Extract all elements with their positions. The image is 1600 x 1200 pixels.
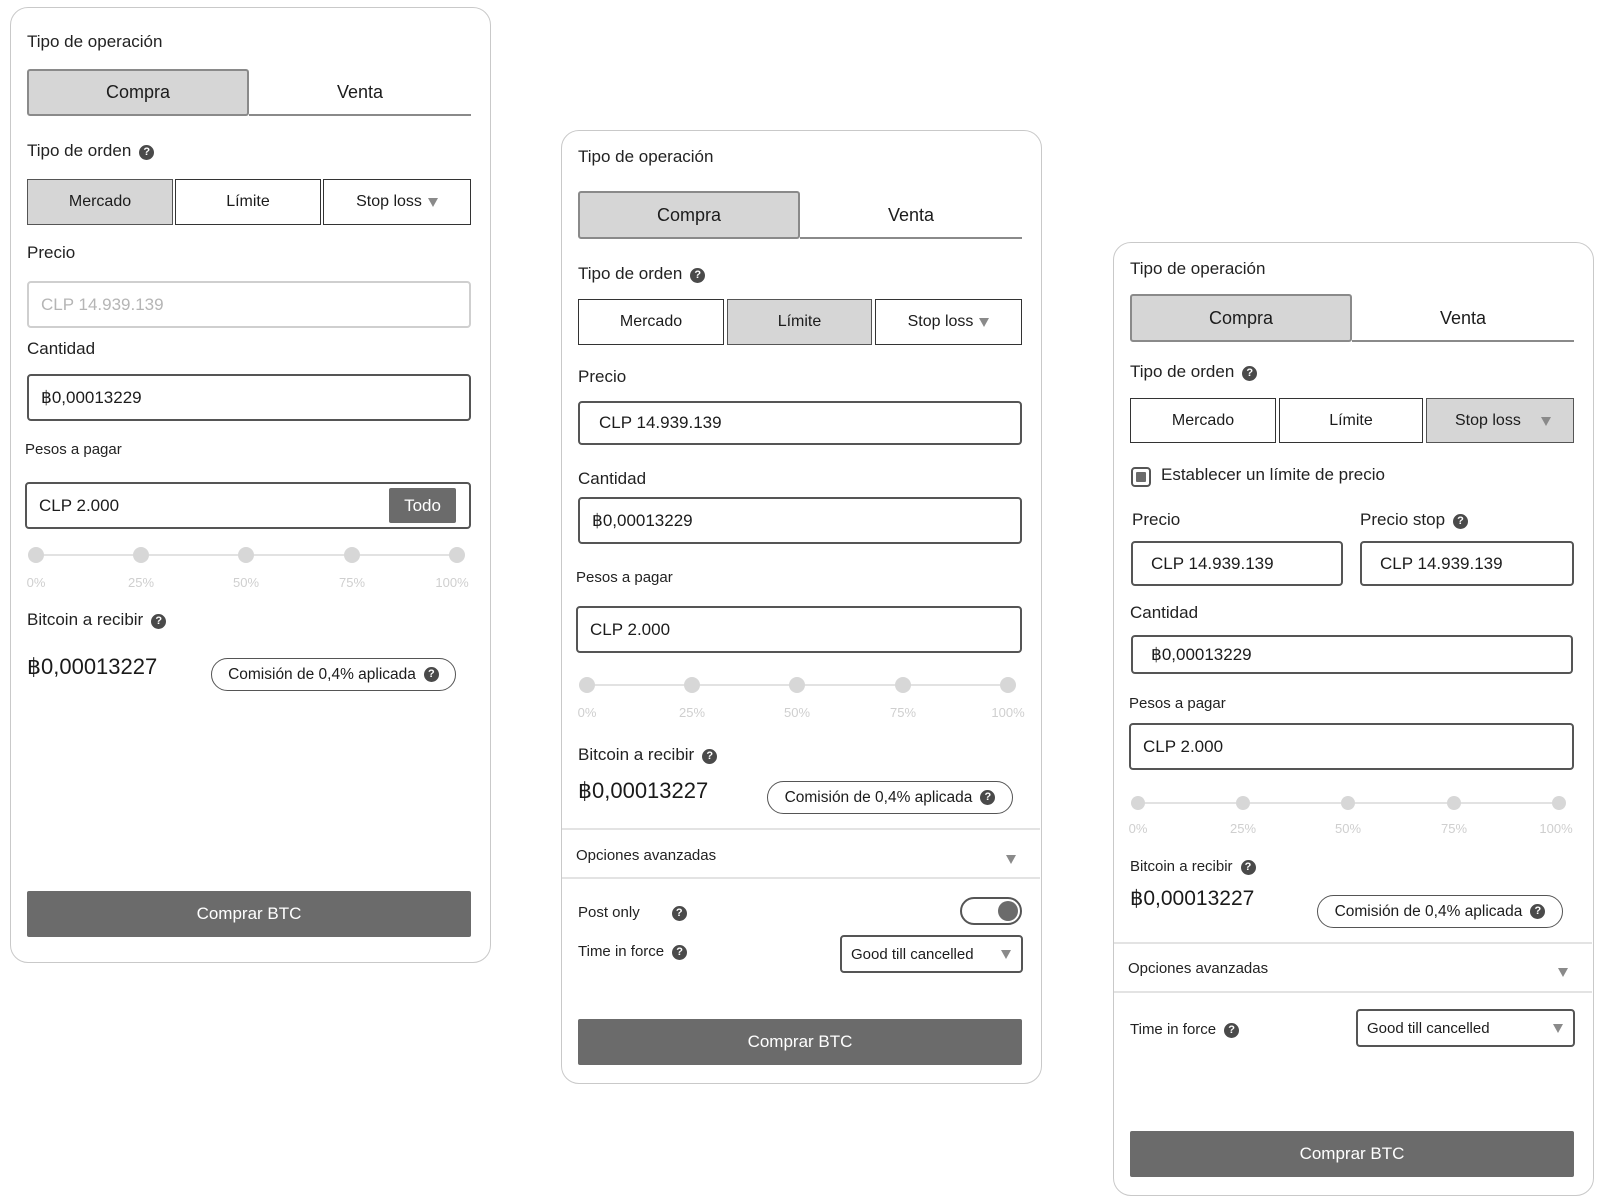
time-in-force-label: Time in force — [578, 943, 665, 960]
tab-underline — [249, 114, 471, 116]
all-button[interactable]: Todo — [389, 488, 456, 523]
fee-badge-label: Comisión de 0,4% aplicada — [228, 665, 416, 683]
help-icon[interactable]: ? — [690, 268, 705, 283]
order-market-button[interactable]: Mercado — [1130, 398, 1276, 443]
help-icon[interactable]: ? — [672, 945, 687, 960]
receive-title — [1130, 858, 1256, 875]
time-in-force-select[interactable] — [1356, 1009, 1575, 1047]
slider-tick-label: 25% — [678, 705, 706, 720]
slider-stop-75[interactable] — [344, 547, 360, 563]
slider-stop-50[interactable] — [789, 677, 805, 693]
receive-title — [27, 610, 166, 630]
checkbox-fill — [1136, 472, 1146, 482]
order-type-title — [27, 141, 154, 161]
chevron-down-icon — [1001, 950, 1011, 959]
slider-tick-label: 75% — [889, 705, 917, 720]
receive-title — [578, 745, 717, 765]
quantity-label: Cantidad — [1130, 603, 1199, 622]
slider-stop-25[interactable] — [1236, 796, 1250, 810]
slider-stop-25[interactable] — [133, 547, 149, 563]
tab-underline — [800, 237, 1022, 239]
chevron-down-icon — [1553, 1024, 1563, 1033]
stop-price-label: Precio stop — [1360, 510, 1446, 529]
slider-stop-100[interactable] — [1552, 796, 1566, 810]
fee-badge — [767, 781, 1013, 814]
time-in-force-label: Time in force — [1130, 1021, 1217, 1038]
slider-stop-50[interactable] — [1341, 796, 1355, 810]
post-only-row — [578, 904, 687, 921]
tab-sell[interactable]: Venta — [887, 204, 935, 225]
divider — [1114, 991, 1592, 993]
order-type-title — [578, 264, 705, 284]
order-market-button[interactable]: Mercado — [27, 179, 173, 225]
receive-label: Bitcoin a recibir — [1130, 858, 1233, 875]
divider — [562, 828, 1040, 830]
trade-panel-stop-loss — [1113, 242, 1594, 1196]
help-icon[interactable]: ? — [1530, 904, 1545, 919]
post-only-label: Post only — [578, 904, 640, 921]
help-icon[interactable]: ? — [672, 906, 687, 921]
divider — [1114, 942, 1592, 944]
quantity-input[interactable]: ฿0,00013229 — [27, 374, 471, 421]
quantity-input[interactable]: ฿0,00013229 — [1131, 635, 1573, 674]
slider-tick-label: 75% — [1440, 821, 1468, 836]
fee-badge-label: Comisión de 0,4% aplicada — [784, 788, 973, 806]
help-icon[interactable]: ? — [151, 614, 166, 629]
order-limit-button[interactable]: Límite — [175, 179, 321, 225]
pay-label: Pesos a pagar — [25, 441, 122, 458]
slider-tick-label: 25% — [127, 575, 155, 590]
operation-type-title: Tipo de operación — [578, 147, 714, 166]
help-icon[interactable]: ? — [1224, 1023, 1239, 1038]
slider-tick-label: 25% — [1229, 821, 1257, 836]
slider-tick-label: 0% — [577, 705, 597, 720]
order-stop-loss-label: Stop loss — [1455, 411, 1521, 429]
time-in-force-row — [578, 943, 687, 960]
quantity-label: Cantidad — [27, 339, 96, 358]
chevron-down-icon[interactable] — [1558, 968, 1568, 977]
order-stop-loss-button[interactable] — [1426, 398, 1574, 443]
quantity-label: Cantidad — [578, 469, 647, 488]
order-stop-loss-label: Stop loss — [907, 313, 974, 330]
price-input[interactable]: CLP 14.939.139 — [578, 401, 1022, 445]
quantity-input[interactable]: ฿0,00013229 — [578, 497, 1022, 544]
slider-stop-75[interactable] — [1447, 796, 1461, 810]
slider-stop-100[interactable] — [1000, 677, 1016, 693]
operation-type-title: Tipo de operación — [1130, 259, 1266, 278]
order-limit-button[interactable]: Límite — [1279, 398, 1423, 443]
stop-price-input[interactable]: CLP 14.939.139 — [1360, 541, 1574, 586]
help-icon[interactable]: ? — [702, 749, 717, 764]
receive-amount: ฿0,00013227 — [578, 778, 709, 803]
order-type-title — [1130, 362, 1257, 382]
slider-tick-label: 0% — [1128, 821, 1148, 836]
pay-label: Pesos a pagar — [576, 569, 673, 586]
slider-tick-label: 100% — [1539, 821, 1573, 836]
order-limit-button[interactable]: Límite — [727, 299, 872, 345]
chevron-down-icon — [428, 198, 438, 207]
help-icon[interactable]: ? — [424, 667, 439, 682]
tab-sell[interactable]: Venta — [1439, 307, 1487, 328]
slider-stop-50[interactable] — [238, 547, 254, 563]
slider-tick-label: 100% — [991, 705, 1025, 720]
help-icon[interactable]: ? — [1242, 366, 1257, 381]
time-in-force-value: Good till cancelled — [851, 945, 974, 963]
pay-input[interactable]: CLP 2.000 — [576, 606, 1022, 653]
trade-panel-market — [10, 7, 491, 963]
order-stop-loss-label: Stop loss — [356, 193, 422, 210]
price-label: Precio — [27, 243, 76, 262]
order-type-label: Tipo de orden — [578, 264, 683, 283]
slider-stop-25[interactable] — [684, 677, 700, 693]
tab-buy[interactable]: Compra — [578, 191, 800, 239]
chevron-down-icon — [979, 318, 989, 327]
receive-label: Bitcoin a recibir — [27, 610, 144, 629]
tab-buy[interactable]: Compra — [1130, 294, 1352, 342]
help-icon[interactable]: ? — [1241, 860, 1256, 875]
slider-tick-label: 50% — [1334, 821, 1362, 836]
operation-type-title: Tipo de operación — [27, 32, 163, 51]
divider — [562, 877, 1040, 879]
slider-stop-0[interactable] — [579, 677, 595, 693]
slider-stop-75[interactable] — [895, 677, 911, 693]
slider-tick-label: 0% — [26, 575, 46, 590]
time-in-force-row — [1130, 1021, 1239, 1038]
tab-buy[interactable]: Compra — [27, 69, 249, 116]
submit-buy-button[interactable]: Comprar BTC — [578, 1019, 1022, 1065]
price-input[interactable]: CLP 14.939.139 — [1131, 541, 1343, 586]
slider-stop-0[interactable] — [1131, 796, 1145, 810]
toggle-knob — [998, 901, 1018, 921]
order-type-label: Tipo de orden — [27, 141, 132, 160]
help-icon[interactable]: ? — [980, 790, 995, 805]
slider-stop-100[interactable] — [449, 547, 465, 563]
time-in-force-select[interactable] — [840, 935, 1023, 973]
trade-panel-limit — [561, 130, 1042, 1084]
order-type-label: Tipo de orden — [1130, 362, 1235, 381]
fee-badge-label: Comisión de 0,4% aplicada — [1334, 902, 1523, 920]
help-icon[interactable]: ? — [1453, 514, 1468, 529]
slider-tick-label: 75% — [338, 575, 366, 590]
set-price-limit-checkbox[interactable] — [1131, 467, 1151, 487]
time-in-force-value: Good till cancelled — [1367, 1019, 1490, 1037]
price-label: Precio — [1132, 510, 1181, 529]
receive-amount: ฿0,00013227 — [1130, 887, 1255, 910]
stop-price-title — [1360, 510, 1468, 530]
advanced-options-toggle[interactable]: Opciones avanzadas — [576, 847, 717, 864]
slider-tick-label: 100% — [435, 575, 469, 590]
tab-sell[interactable]: Venta — [336, 82, 384, 102]
chevron-down-icon — [1541, 417, 1551, 426]
chevron-down-icon[interactable] — [1006, 855, 1016, 864]
pay-label: Pesos a pagar — [1129, 695, 1226, 712]
pay-input[interactable]: CLP 2.000 — [25, 482, 471, 529]
fee-badge — [211, 658, 456, 691]
slider-stop-0[interactable] — [28, 547, 44, 563]
submit-buy-button[interactable]: Comprar BTC — [1130, 1131, 1574, 1177]
order-stop-loss-button[interactable] — [875, 299, 1022, 345]
submit-buy-button[interactable]: Comprar BTC — [27, 891, 471, 937]
pay-input[interactable]: CLP 2.000 — [1129, 723, 1574, 770]
price-input[interactable]: CLP 14.939.139 — [27, 281, 471, 328]
order-stop-loss-button[interactable] — [323, 179, 471, 225]
receive-label: Bitcoin a recibir — [578, 745, 695, 764]
help-icon[interactable]: ? — [139, 145, 154, 160]
slider-tick-label: 50% — [783, 705, 811, 720]
tab-underline — [1352, 340, 1574, 342]
advanced-options-toggle[interactable]: Opciones avanzadas — [1128, 960, 1269, 977]
set-price-limit-label: Establecer un límite de precio — [1161, 465, 1385, 484]
receive-amount: ฿0,00013227 — [27, 654, 158, 679]
post-only-toggle[interactable] — [960, 897, 1022, 925]
fee-badge — [1317, 895, 1563, 928]
price-label: Precio — [578, 367, 627, 386]
slider-tick-label: 50% — [232, 575, 260, 590]
order-market-button[interactable]: Mercado — [578, 299, 724, 345]
